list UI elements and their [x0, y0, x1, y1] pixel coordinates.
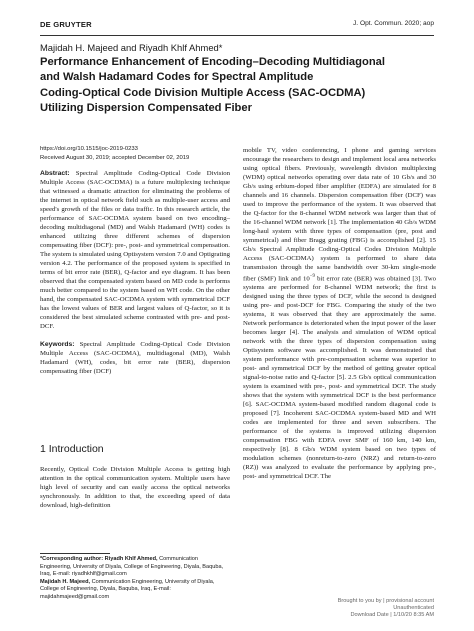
footer-line: Brought to you by | provisional account	[337, 598, 434, 604]
exponent: −9	[309, 273, 315, 279]
received-dates: Received August 30, 2019; accepted December 02, 2019	[40, 154, 190, 161]
abstract-label: Abstract:	[40, 170, 70, 177]
keywords	[40, 341, 230, 377]
running-header	[40, 20, 434, 32]
keywords-label: Keywords:	[40, 340, 75, 348]
title-line: Performance Enhancement of Encoding–Decoding Multidiagonal	[40, 56, 385, 68]
corr-text: Communication Engineering, University of Diyala, College of Engineering, Diyala, Baquba, Iraq, E-mail: riyadhkhlf@gmail.com	[40, 556, 224, 578]
download-footer	[338, 598, 434, 620]
corresponding-author-note	[40, 556, 230, 579]
right-text-a: mobile TV, video conferencing, I phone and gaming services encourage the researchers to design and implement local area networks using optical fibers. Previously, wavelength division multiplexing (WDM) optical networks operating over data rate of 10 Gb/s and 30 Gb/s using erbium-doped fiber amplifier (EDFA) are simulated for 8 channels and 16 channels. Dispersion compensation fiber (DCF) was used to improve the performance of the system. It was observed that the Q-factor for the 8-channel WDM network was larger than that of the 16-channel WDM network [1]. The implementation 40 Gb/s WDM long-haul system with three types of compensation (pre, post and symmetrical) and fiber Bragg grating (FBG) is accomplished [2]. 15 Gb/s Spectral Amplitude Coding-Optical Codes Division Multiple Access (SAC-OCDMA) system is performed to share data transmission through the same bandwidth over 30-km single-mode fiber (SMF) link and 10	[243, 147, 436, 283]
keywords-text: Spectral Amplitude Coding-Optical Code Division Multiple Access (SAC-OCDMA), multidiagonal (MD), Walsh Hadamard (WH), codes, bit error rate (BER), dispersion compensating fiber (DCF)	[40, 340, 231, 375]
abstract-column	[40, 170, 230, 377]
title-line: Utilizing Dispersion Compensated Fiber	[40, 101, 252, 114]
section-heading: 1 Introduction	[40, 443, 104, 455]
article-meta	[40, 145, 189, 162]
corr-label: *Corresponding author: Riyadh Khlf Ahmed,	[40, 556, 158, 562]
second-text: Communication Engineering, University of Diyala, College of Engineering, Diyala, Baquba, Iraq, E-mail: majidahmajeed@gmail.com	[40, 578, 215, 600]
journal-citation: J. Opt. Commun. 2020; aop	[353, 20, 434, 27]
abstract	[40, 170, 230, 332]
right-paragraph	[243, 147, 436, 482]
second-author-note	[40, 579, 230, 602]
second-label: Majidah H. Majeed,	[40, 578, 91, 585]
title-line: and Walsh Hadamard Codes for Spectral Amplitude	[40, 71, 314, 84]
footnote-rule	[40, 553, 110, 554]
footnotes	[40, 556, 230, 602]
doi-link[interactable]: https://doi.org/10.1515/joc-2019-0233	[40, 146, 138, 152]
author-line: Majidah H. Majeed and Riyadh Khlf Ahmed*	[40, 42, 223, 53]
intro-paragraph: Recently, Optical Code Division Multiple Access is getting high attention in the optical communication system. Multiple users have high level of security and can easily access the optical networks synchronously. In addition to that, the exceeding speed of data download, high-definition	[40, 466, 230, 509]
intro-text	[40, 466, 230, 511]
footer-line: Download Date | 1/10/20 8:35 AM	[350, 612, 434, 619]
abstract-text: Spectral Amplitude Coding-Optical Code Division Multiple Access (SAC-OCDMA) is a future multiplexing technique that witnessed a dramatic attraction for eliminating the problems of the internet in optical network field such as multiple-user access and speed's growth of the files or data traffic. In this research article, the performance of SAC-OCDMA system based on two encoding–decoding multidiagonal (MD) and Walsh Hadamard (WH) codes is enhanced utilizing three different schemes of dispersion compensating fiber (DCF): pre-, post- and symmetrical compensation. The system is simulated using Optisystem version 7.0 and Optigrating version 4.2. The performance of the proposed system is specified in terms of bit error rate (BER), Q-factor and eye diagram. It has been observed that the compensated system based on MD code is performs much better compared to the system based on WH code. On the other hand, the compensated SAC-OCDMA system with symmetrical DCF has the lowest values of BER and largest values of Q-factor, so it is considered the best simulated scheme contrasted with pre- and post-DCF.	[40, 170, 231, 330]
footer-line: Unauthenticated	[393, 605, 434, 612]
right-text-b: bit error rate (BER) was obtained [3]. Two systems are performed for 8-channel WDM network; the first is designed using the three types of DCF, while the second is designed using pre- and post-DCF for FBG. Comparing the study of the two systems, it was observed that they are approximately the same. Network performance is deteriorated when the input power of the laser becomes larger [4]. The analysis and simulation of WDM optical network with the three types of dispersion compensation using Optisystem software was accomplished. It was demonstrated that system performance with pre-compensation scheme was superior to post- and symmetrical DCF by the method of getting greater optical signal-to-noise ratio and Q-factor [5]. 2.5 Gb/s optical communication system is examined with pre-, post- and symmetrical DCF. The study shows that the system with symmetrical DCF is the best performance [6]. SAC-OCDMA system-based modified random diagonal code is proposed [7]. Incoherent SAC-OCDMA system-based MD and WH codes are implemented for three and seven subscribers. The performance of the systems is improved utilizing dispersion compensation FBG with EDFA over SMF of 160 km, 140 km, respectively [8]. 8 Gb/s WDM system based on two types of modulation schemes (nonreturn-to-zero (NRZ) and return-to-zero (RZ)) was analyzed to evaluate the performance by applying pre-, post- and symmetrical DCF. The	[243, 275, 436, 480]
publisher-name: DE GRUYTER	[40, 20, 92, 29]
article-title	[40, 55, 440, 116]
title-line: Coding-Optical Code Division Multiple Access (SAC-OCDMA)	[40, 86, 366, 99]
header-rule	[40, 35, 434, 36]
right-column	[243, 147, 436, 482]
